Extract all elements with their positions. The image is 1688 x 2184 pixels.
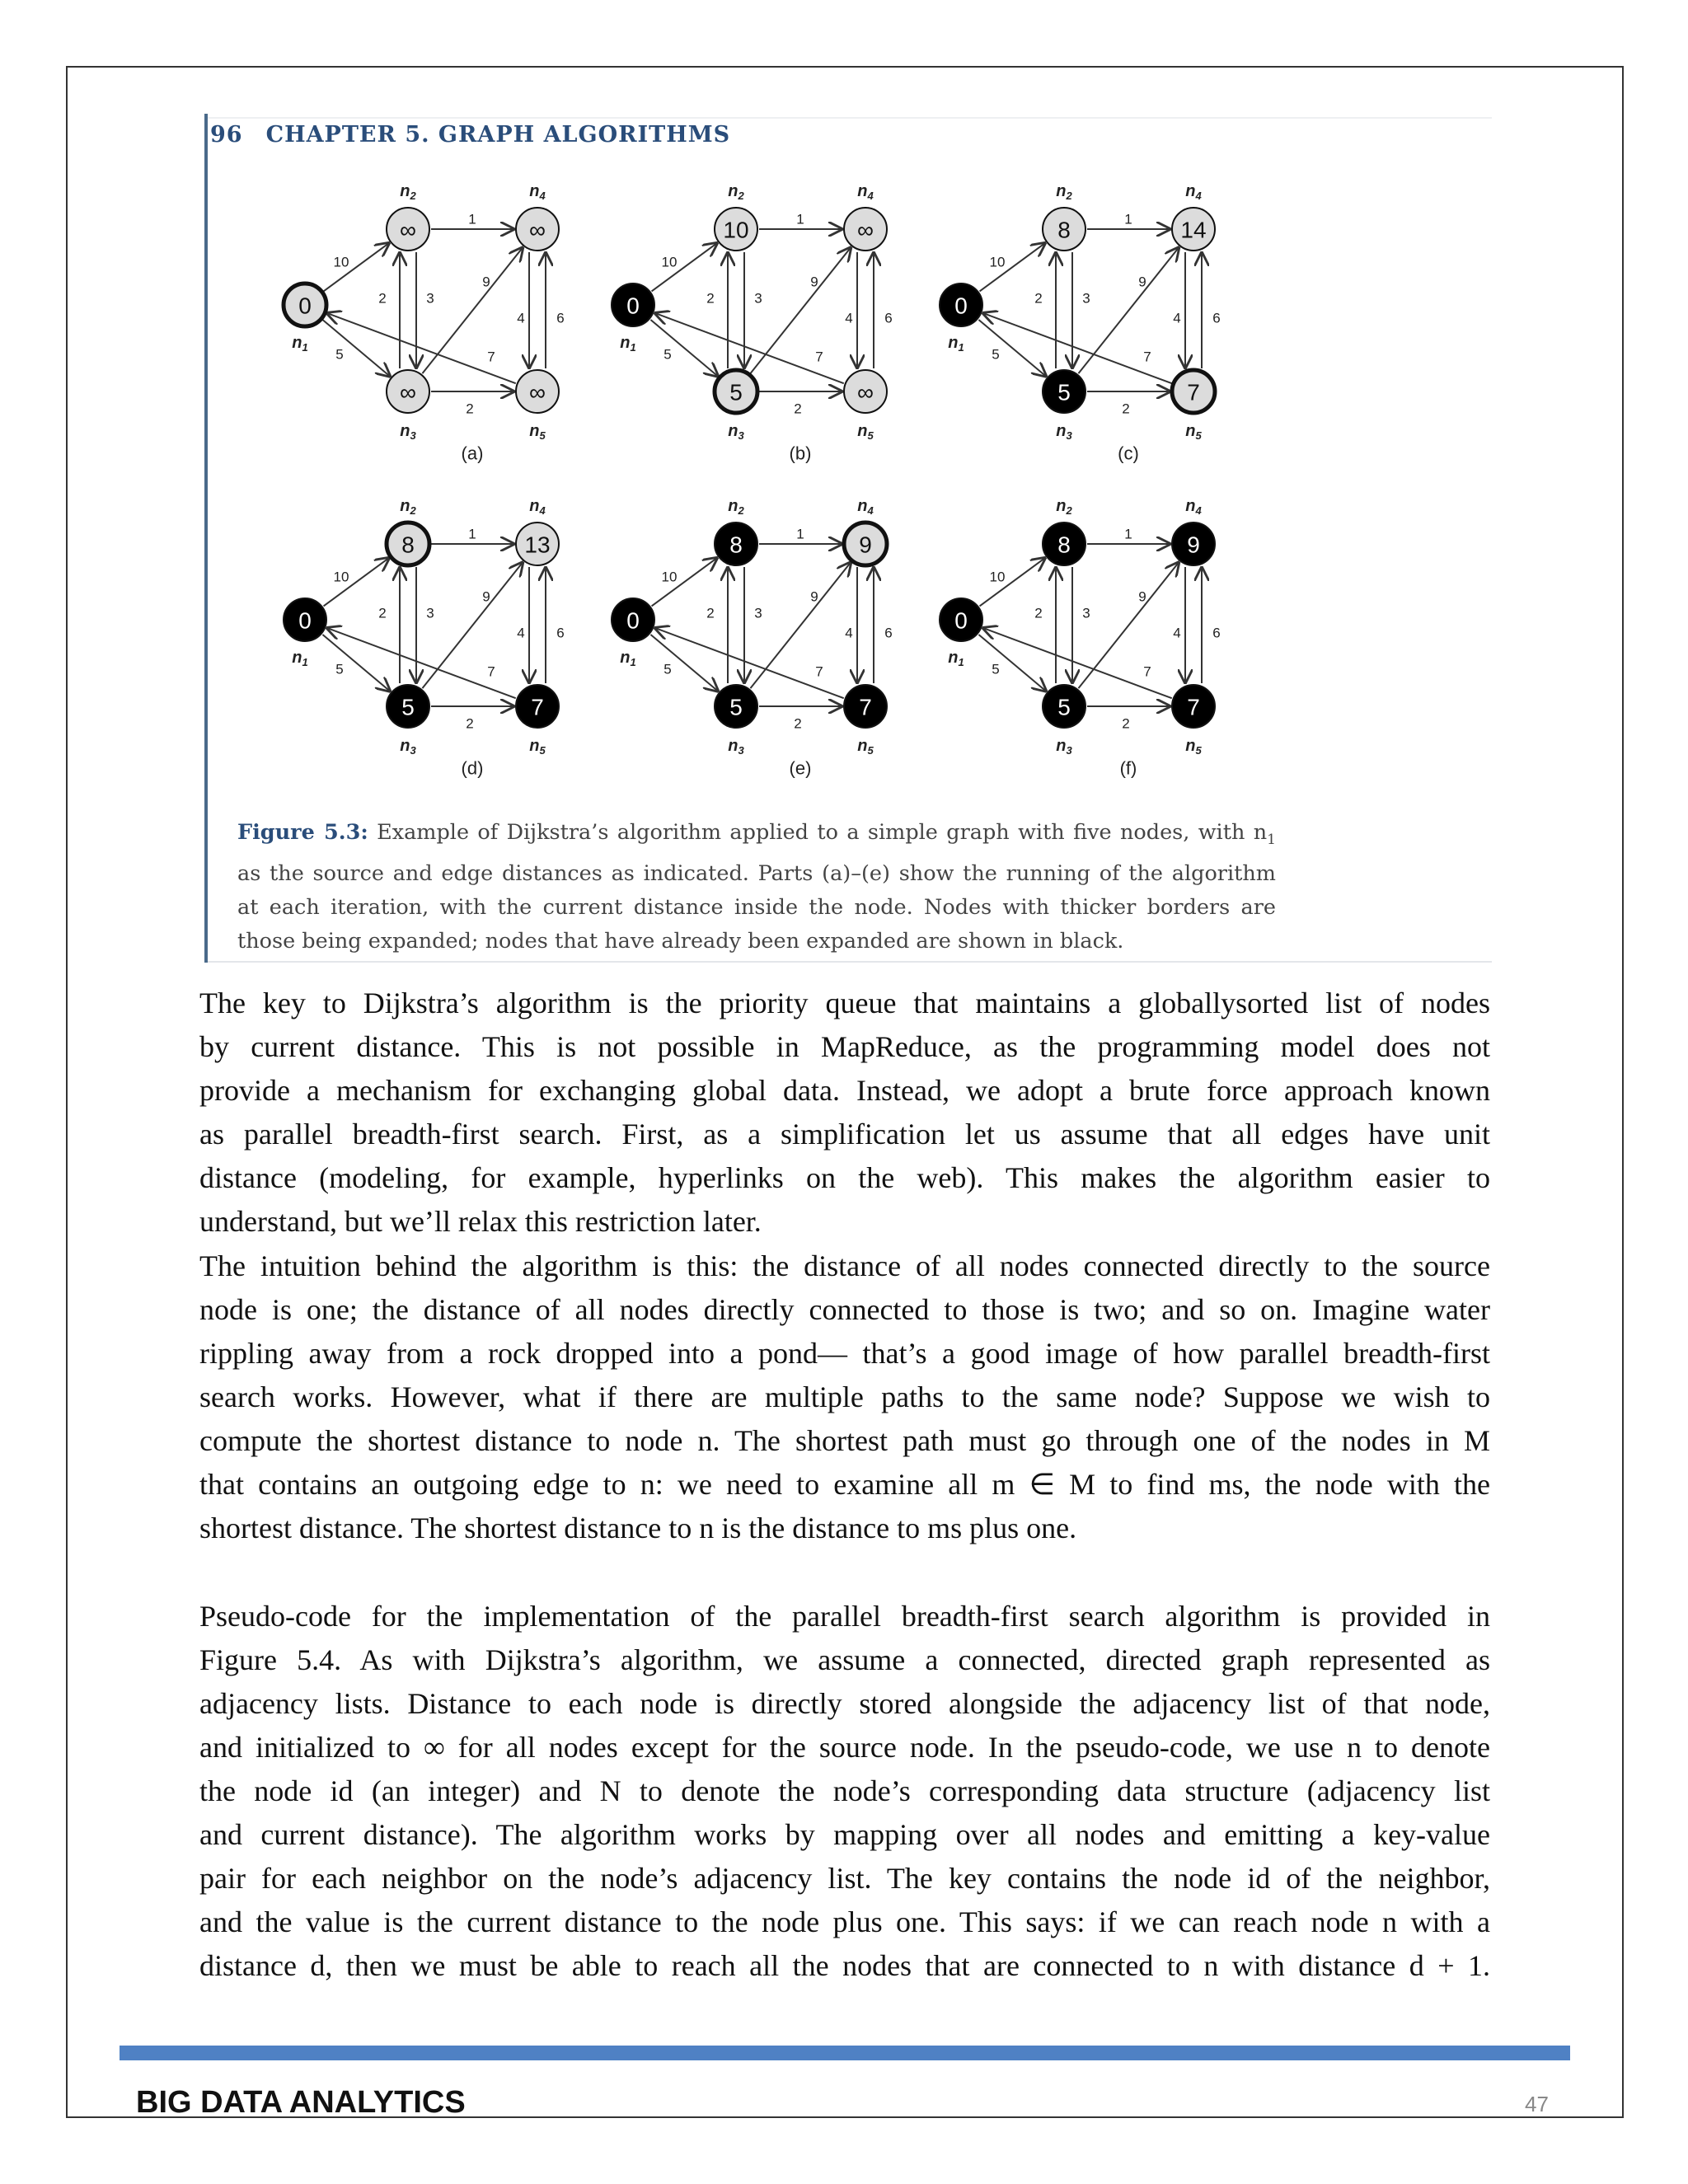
weight-n4-n5: 4 xyxy=(845,625,853,641)
text-line: node is one; the distance of all nodes directly connected to those is two; and so on. Imagine water xyxy=(199,1293,1490,1326)
weight-n2-n4: 1 xyxy=(796,211,804,227)
book-page-number: 96 xyxy=(210,122,243,148)
text-line: as parallel breadth-first search. First, as a simplification let us assume that all edges have unit xyxy=(199,1118,1490,1151)
edge-n1-n3 xyxy=(322,635,389,691)
graph-panel-a xyxy=(284,182,565,464)
weight-n3-n5: 2 xyxy=(466,401,474,417)
node-distance: ∞ xyxy=(857,217,874,243)
panel-label: (a) xyxy=(461,443,484,464)
weight-n2-n3: 2 xyxy=(378,605,387,621)
weight-n4-n5: 4 xyxy=(1173,625,1181,641)
edge-n1-n3 xyxy=(978,320,1045,376)
paragraph-priority-queue xyxy=(199,982,1490,1244)
weight-n2-n4: 1 xyxy=(1124,211,1132,227)
text-line: Pseudo-code for the implementation of the parallel breadth-first search algorithm is provided in xyxy=(199,1600,1490,1633)
weight-n5-n4: 6 xyxy=(556,625,565,641)
node-distance: ∞ xyxy=(400,217,416,243)
weight-n1-n3: 5 xyxy=(335,346,344,363)
weight-n1-n2: 10 xyxy=(989,254,1006,270)
node-label: $n_3$ xyxy=(400,737,416,757)
weight-n2-n3: 2 xyxy=(378,290,387,307)
caption-line: as the source and edge distances as indicated. Parts (a)–(e) show the running of the algorithm xyxy=(237,861,1276,887)
node-label: $n_4$ xyxy=(1185,497,1202,517)
weight-n5-n1: 7 xyxy=(1143,349,1151,365)
weight-n5-n1: 7 xyxy=(487,663,495,680)
node-label: $n_5$ xyxy=(857,737,874,757)
weight-n1-n3: 5 xyxy=(335,661,344,677)
weight-n3-n4: 9 xyxy=(810,274,818,290)
text-line: The intuition behind the algorithm is this: the distance of all nodes connected directly to the source xyxy=(199,1249,1490,1282)
node-distance: 7 xyxy=(531,694,544,720)
node-label: $n_1$ xyxy=(292,334,308,354)
graph-panel-b xyxy=(612,182,893,464)
text-line: provide a mechanism for exchanging global data. Instead, we adopt a brute force approach known xyxy=(199,1074,1490,1107)
weight-n3-n5: 2 xyxy=(794,401,802,417)
chapter-title: CHAPTER 5. GRAPH ALGORITHMS xyxy=(265,122,731,148)
weight-n3-n2: 3 xyxy=(754,605,762,621)
node-label: $n_5$ xyxy=(857,422,874,442)
footer-title: BIG DATA ANALYTICS xyxy=(136,2085,466,2120)
graph-panel-f xyxy=(940,497,1221,779)
text-line: the node id (an integer) and N to denote the node’s corresponding data structure (adjacency list xyxy=(199,1774,1490,1807)
node-distance: 0 xyxy=(298,293,312,319)
node-label: $n_5$ xyxy=(529,737,546,757)
weight-n3-n2: 3 xyxy=(1082,605,1090,621)
weight-n5-n1: 7 xyxy=(815,663,823,680)
node-label: $n_2$ xyxy=(400,497,416,517)
edge-n1-n3 xyxy=(322,320,389,376)
weight-n1-n2: 10 xyxy=(989,569,1006,585)
weight-n2-n3: 2 xyxy=(706,605,715,621)
node-distance: 5 xyxy=(1057,379,1071,405)
text-line: and the value is the current distance to the node plus one. This says: if we can reach node n with a xyxy=(199,1905,1490,1938)
caption-subscript: 1 xyxy=(1267,832,1276,849)
caption-line xyxy=(237,816,1276,857)
node-distance: 0 xyxy=(626,293,640,319)
weight-n5-n4: 6 xyxy=(884,310,893,326)
node-label: $n_1$ xyxy=(948,649,964,668)
node-label: $n_1$ xyxy=(948,334,964,354)
node-distance: ∞ xyxy=(400,379,416,405)
weight-n3-n2: 3 xyxy=(426,290,434,307)
node-label: $n_4$ xyxy=(1185,182,1202,202)
weight-n5-n4: 6 xyxy=(556,310,565,326)
text-line: search works. However, what if there are multiple paths to the same node? Suppose we wish to xyxy=(199,1380,1490,1413)
node-label: $n_5$ xyxy=(1185,422,1202,442)
panel-label: (c) xyxy=(1118,443,1139,464)
node-distance: 8 xyxy=(729,532,743,558)
weight-n5-n4: 6 xyxy=(884,625,893,641)
caption-line: at each iteration, with the current distance inside the node. Nodes with thicker borders are xyxy=(237,895,1276,921)
edge-n1-n3 xyxy=(650,635,717,691)
caption-line: those being expanded; nodes that have already been expanded are shown in black. xyxy=(237,929,1124,954)
text-line: and initialized to ∞ for all nodes except for the source node. In the pseudo-code, we use n to denote xyxy=(199,1731,1490,1764)
weight-n2-n3: 2 xyxy=(1034,290,1043,307)
dijkstra-figure xyxy=(0,0,1688,824)
text-line: that contains an outgoing edge to n: we need to examine all m ∈ M to find ms, the node with the xyxy=(199,1468,1490,1501)
node-distance: 8 xyxy=(1057,217,1071,243)
node-distance: 0 xyxy=(626,607,640,634)
node-distance: 10 xyxy=(723,217,749,243)
node-label: $n_1$ xyxy=(620,334,636,354)
node-distance: 14 xyxy=(1180,217,1207,243)
text-line: understand, but we’ll relax this restriction later. xyxy=(199,1205,762,1238)
node-label: $n_5$ xyxy=(1185,737,1202,757)
weight-n1-n3: 5 xyxy=(663,346,672,363)
caption-text: Example of Dijkstra’s algorithm applied to a simple graph with five nodes, with n xyxy=(377,820,1268,845)
edge-n1-n3 xyxy=(978,635,1045,691)
node-distance: 7 xyxy=(859,694,872,720)
text-line: distance (modeling, for example, hyperlinks on the web). This makes the algorithm easier to xyxy=(199,1161,1490,1194)
node-label: $n_3$ xyxy=(1056,422,1072,442)
weight-n3-n5: 2 xyxy=(1122,401,1130,417)
node-distance: 5 xyxy=(729,694,743,720)
weight-n5-n1: 7 xyxy=(815,349,823,365)
node-distance: 7 xyxy=(1187,694,1200,720)
node-distance: 0 xyxy=(298,607,312,634)
graph-panel-d xyxy=(284,497,565,779)
graph-panel-e xyxy=(612,497,893,779)
node-label: $n_4$ xyxy=(857,497,874,517)
node-label: $n_1$ xyxy=(292,649,308,668)
weight-n5-n4: 6 xyxy=(1212,310,1221,326)
node-label: $n_4$ xyxy=(529,497,546,517)
weight-n2-n4: 1 xyxy=(468,526,476,542)
node-label: $n_3$ xyxy=(728,422,744,442)
weight-n3-n5: 2 xyxy=(794,715,802,732)
weight-n3-n4: 9 xyxy=(1138,274,1146,290)
node-label: $n_4$ xyxy=(857,182,874,202)
weight-n3-n4: 9 xyxy=(810,588,818,605)
weight-n1-n3: 5 xyxy=(992,661,1000,677)
weight-n3-n4: 9 xyxy=(482,588,490,605)
paragraph-pseudo-code xyxy=(199,1595,1490,1988)
text-line: pair for each neighbor on the node’s adjacency list. The key contains the node id of the neighbor, xyxy=(199,1862,1490,1895)
caption-label: Figure 5.3: xyxy=(237,820,368,845)
node-label: $n_2$ xyxy=(728,182,744,202)
figure-caption xyxy=(237,816,1276,958)
text-line: by current distance. This is not possible in MapReduce, as the programming model does not xyxy=(199,1030,1490,1063)
node-label: $n_4$ xyxy=(529,182,546,202)
edge-n1-n3 xyxy=(650,320,717,376)
weight-n1-n2: 10 xyxy=(333,254,349,270)
weight-n4-n5: 4 xyxy=(517,310,525,326)
footer-divider xyxy=(120,2046,1570,2060)
weight-n2-n4: 1 xyxy=(1124,526,1132,542)
panel-label: (d) xyxy=(461,757,484,779)
text-line: shortest distance. The shortest distance to n is the distance to ms plus one. xyxy=(199,1511,1077,1544)
node-distance: 0 xyxy=(954,607,968,634)
weight-n3-n5: 2 xyxy=(1122,715,1130,732)
node-distance: 13 xyxy=(524,532,551,558)
node-distance: ∞ xyxy=(857,379,874,405)
weight-n5-n4: 6 xyxy=(1212,625,1221,641)
paragraph-intuition xyxy=(199,1244,1490,1550)
node-distance: 0 xyxy=(954,293,968,319)
node-label: $n_5$ xyxy=(529,422,546,442)
text-line: rippling away from a rock dropped into a pond— that’s a good image of how parallel breadth-first xyxy=(199,1337,1490,1370)
node-distance: ∞ xyxy=(529,379,546,405)
weight-n2-n4: 1 xyxy=(468,211,476,227)
node-distance: 9 xyxy=(1187,532,1200,558)
footer-page-number: 47 xyxy=(1525,2092,1549,2116)
weight-n1-n2: 10 xyxy=(661,254,678,270)
node-distance: 5 xyxy=(729,379,743,405)
graph-panel-c xyxy=(940,182,1221,464)
panel-label: (e) xyxy=(789,757,812,779)
node-label: $n_2$ xyxy=(1056,182,1072,202)
weight-n1-n3: 5 xyxy=(663,661,672,677)
text-line: The key to Dijkstra’s algorithm is the priority queue that maintains a globallysorted list of nodes xyxy=(199,987,1490,1019)
weight-n3-n2: 3 xyxy=(1082,290,1090,307)
text-line: distance d, then we must be able to reach all the nodes that are connected to n with distance d + 1. xyxy=(199,1949,1490,1982)
weight-n2-n3: 2 xyxy=(706,290,715,307)
node-distance: 8 xyxy=(401,532,415,558)
weight-n4-n5: 4 xyxy=(517,625,525,641)
weight-n5-n1: 7 xyxy=(1143,663,1151,680)
weight-n1-n3: 5 xyxy=(992,346,1000,363)
weight-n4-n5: 4 xyxy=(845,310,853,326)
node-label: $n_3$ xyxy=(400,422,416,442)
node-label: $n_2$ xyxy=(400,182,416,202)
node-label: $n_2$ xyxy=(728,497,744,517)
weight-n4-n5: 4 xyxy=(1173,310,1181,326)
node-label: $n_3$ xyxy=(1056,737,1072,757)
text-line: Figure 5.4. As with Dijkstra’s algorithm, we assume a connected, directed graph represented as xyxy=(199,1643,1490,1676)
weight-n3-n2: 3 xyxy=(426,605,434,621)
text-line: adjacency lists. Distance to each node is directly stored alongside the adjacency list of that node, xyxy=(199,1687,1490,1720)
node-distance: 8 xyxy=(1057,532,1071,558)
panel-label: (b) xyxy=(789,443,812,464)
text-line: and current distance). The algorithm works by mapping over all nodes and emitting a key-value xyxy=(199,1818,1490,1851)
node-distance: 5 xyxy=(1057,694,1071,720)
node-distance: 5 xyxy=(401,694,415,720)
node-distance: 7 xyxy=(1187,379,1200,405)
node-distance: ∞ xyxy=(529,217,546,243)
weight-n1-n2: 10 xyxy=(661,569,678,585)
node-label: $n_3$ xyxy=(728,737,744,757)
node-distance: 9 xyxy=(859,532,872,558)
node-label: $n_1$ xyxy=(620,649,636,668)
weight-n1-n2: 10 xyxy=(333,569,349,585)
weight-n3-n4: 9 xyxy=(482,274,490,290)
node-label: $n_2$ xyxy=(1056,497,1072,517)
text-line: compute the shortest distance to node n. The shortest path must go through one of the nodes in M xyxy=(199,1424,1490,1457)
weight-n2-n4: 1 xyxy=(796,526,804,542)
weight-n3-n4: 9 xyxy=(1138,588,1146,605)
panel-label: (f) xyxy=(1119,757,1137,779)
weight-n3-n2: 3 xyxy=(754,290,762,307)
weight-n5-n1: 7 xyxy=(487,349,495,365)
weight-n3-n5: 2 xyxy=(466,715,474,732)
weight-n2-n3: 2 xyxy=(1034,605,1043,621)
